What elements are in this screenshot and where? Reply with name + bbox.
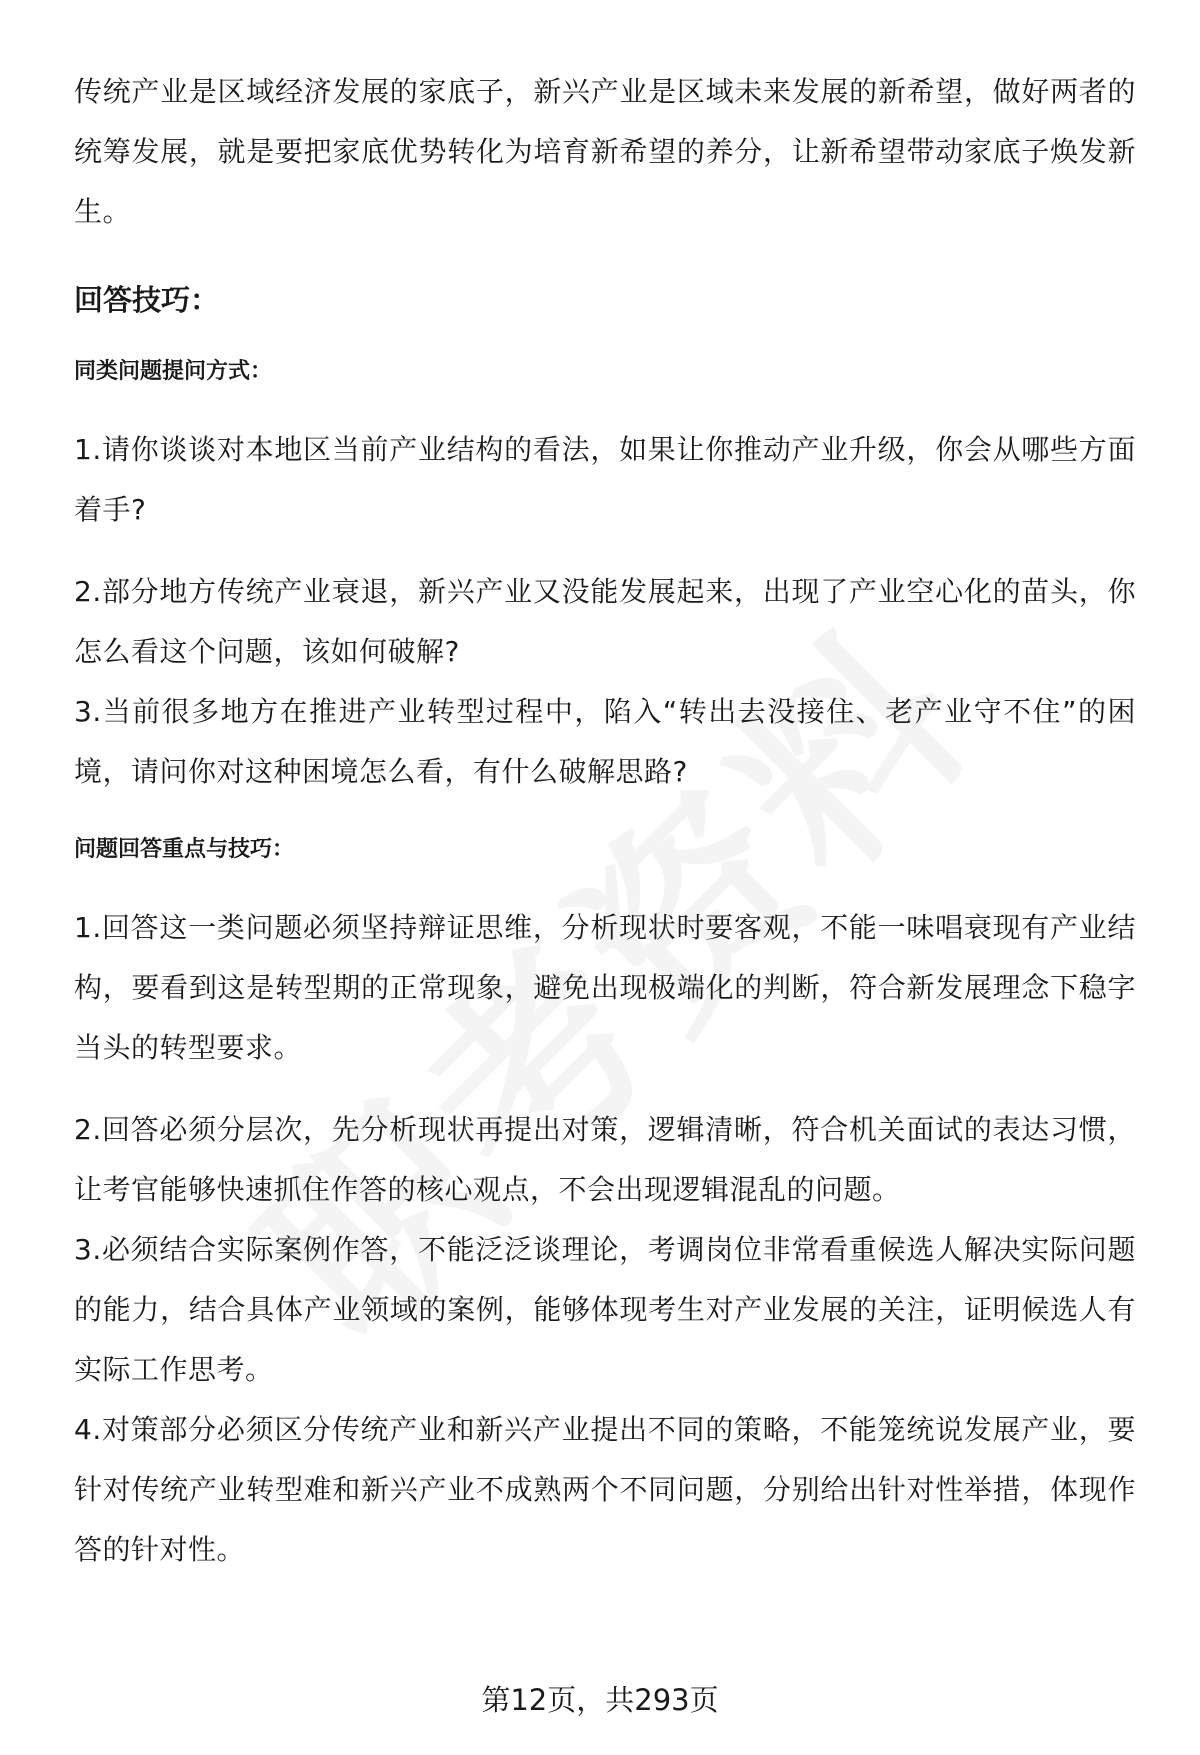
similar-question-item-2: 2.部分地方传统产业衰退，新兴产业又没能发展起来，出现了产业空心化的苗头，你怎么看这个问题，该如何破解? bbox=[74, 575, 1136, 668]
key-point-item-3: 3.必须结合实际案例作答，不能泛泛谈理论，考调岗位非常看重候选人解决实际问题的能力，结合具体产业领域的案例，能够体现考生对产业发展的关注，证明候选人有实际工作思考。 bbox=[74, 1233, 1136, 1386]
similar-questions-heading: 同类问题提问方式： bbox=[74, 359, 273, 384]
similar-question-item-3: 3.当前很多地方在推进产业转型过程中，陷入“转出去没接住、老产业守不住”的困境，请问你对这种困境怎么看，有什么破解思路? bbox=[74, 695, 1136, 788]
key-point-item-4: 4.对策部分必须区分传统产业和新兴产业提出不同的策略，不能笼统说发展产业，要针对传统产业转型难和新兴产业不成熟两个不同问题，分别给出针对性举措，体现作答的针对性。 bbox=[74, 1413, 1136, 1566]
similar-question-item-1: 1.请你谈谈对本地区当前产业结构的看法，如果让你推动产业升级，你会从哪些方面着手? bbox=[74, 433, 1136, 526]
key-point-item-1: 1.回答这一类问题必须坚持辩证思维，分析现状时要客观，不能一味唱衰现有产业结构，要看到这是转型期的正常现象，避免出现极端化的判断，符合新发展理念下稳字当头的转型要求。 bbox=[74, 911, 1136, 1064]
key-point-item-2: 2.回答必须分层次，先分析现状再提出对策，逻辑清晰，符合机关面试的表达习惯，让考官能够快速抓住作答的核心观点，不会出现逻辑混乱的问题。 bbox=[74, 1113, 1136, 1206]
intro-paragraph: 传统产业是区域经济发展的家底子，新兴产业是区域未来发展的新希望，做好两者的统筹发展，就是要把家底优势转化为培育新希望的养分，让新希望带动家底子焕发新生。 bbox=[74, 75, 1136, 228]
page-content bbox=[74, 62, 1136, 1580]
key-points-heading: 问题回答重点与技巧： bbox=[74, 837, 295, 862]
page-number: 第12页，共293页 bbox=[481, 1683, 719, 1717]
answer-tips-heading: 回答技巧： bbox=[74, 283, 220, 317]
